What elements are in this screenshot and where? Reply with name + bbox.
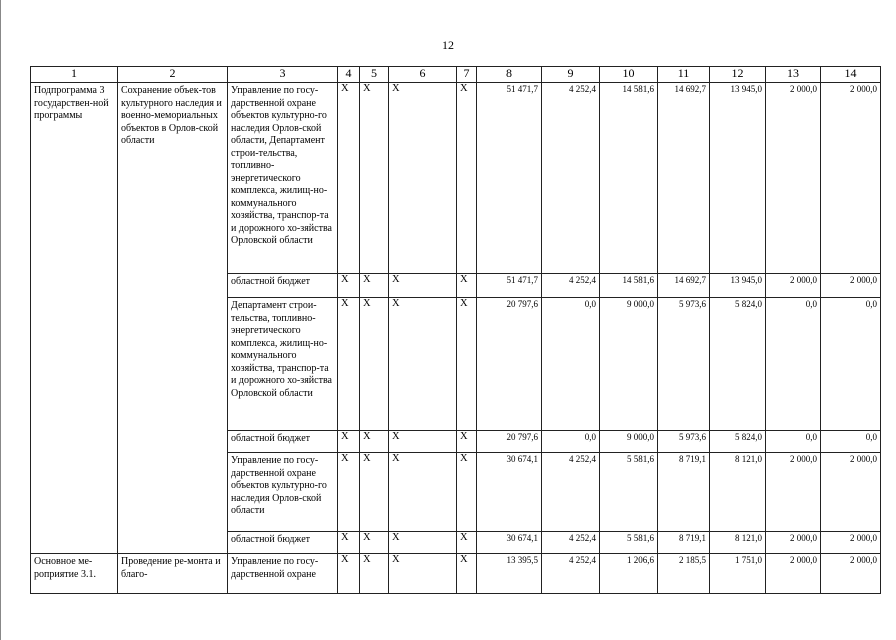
value-cell: 8 121,0 (710, 453, 766, 532)
value-cell: 0,0 (821, 298, 881, 431)
value-cell: 2 000,0 (766, 554, 821, 594)
value-cell: 0,0 (766, 431, 821, 453)
value-cell: 2 185,5 (658, 554, 710, 594)
value-cell: 8 719,1 (658, 453, 710, 532)
value-cell: 20 797,6 (477, 298, 542, 431)
x-cell: X (360, 298, 389, 431)
x-cell: X (389, 83, 457, 274)
value-cell: 4 252,4 (542, 453, 600, 532)
x-cell: X (457, 83, 477, 274)
value-cell: 2 000,0 (821, 274, 881, 298)
value-cell: 5 973,6 (658, 431, 710, 453)
value-cell: 8 719,1 (658, 532, 710, 554)
header-cell: 10 (600, 67, 658, 83)
value-cell: 2 000,0 (766, 274, 821, 298)
executor-cell: Департамент строи-тельства, топливно-энергетического комплекса, жилищ-но-коммунального хозяйства, транспор-та и дорожного хо-зяйства Орловской области (228, 298, 338, 431)
x-cell: X (360, 554, 389, 594)
executor-cell: Управление по госу-дарственной охране объектов культурно-го наследия Орлов-ской области, Департамент строи-тельства, топливно-энергетического комплекса, жилищ-но-коммунального хозяйства, транспор-та и дорожного хо-зяйства Орловской области (228, 83, 338, 274)
x-cell: X (457, 532, 477, 554)
x-cell: X (338, 431, 360, 453)
value-cell: 1 751,0 (710, 554, 766, 594)
value-cell: 2 000,0 (821, 83, 881, 274)
x-cell: X (338, 532, 360, 554)
value-cell: 30 674,1 (477, 532, 542, 554)
page-edge-line (0, 0, 1, 640)
x-cell: X (360, 274, 389, 298)
value-cell: 14 692,7 (658, 83, 710, 274)
executor-cell: областной бюджет (228, 274, 338, 298)
x-cell: X (360, 453, 389, 532)
value-cell: 5 581,6 (600, 453, 658, 532)
header-cell: 12 (710, 67, 766, 83)
table-row (31, 83, 881, 274)
page-number: 12 (442, 38, 454, 52)
subprogram-title-cell: Сохранение объек-тов культурного наследия и военно-мемориальных объектов в Орлов-ской области (118, 83, 228, 554)
executor-cell: Управление по госу-дарственной охране (228, 554, 338, 594)
value-cell: 51 471,7 (477, 83, 542, 274)
value-cell: 2 000,0 (766, 83, 821, 274)
value-cell: 4 252,4 (542, 532, 600, 554)
header-cell: 8 (477, 67, 542, 83)
value-cell: 14 692,7 (658, 274, 710, 298)
x-cell: X (389, 274, 457, 298)
header-cell: 5 (360, 67, 389, 83)
header-cell: 14 (821, 67, 881, 83)
value-cell: 0,0 (821, 431, 881, 453)
value-cell: 5 824,0 (710, 431, 766, 453)
table-row (31, 554, 881, 594)
value-cell: 51 471,7 (477, 274, 542, 298)
x-cell: X (360, 431, 389, 453)
value-cell: 4 252,4 (542, 274, 600, 298)
value-cell: 0,0 (542, 298, 600, 431)
value-cell: 30 674,1 (477, 453, 542, 532)
value-cell: 5 824,0 (710, 298, 766, 431)
x-cell: X (389, 532, 457, 554)
header-cell: 1 (31, 67, 118, 83)
value-cell: 4 252,4 (542, 83, 600, 274)
value-cell: 13 395,5 (477, 554, 542, 594)
header-cell: 13 (766, 67, 821, 83)
value-cell: 0,0 (766, 298, 821, 431)
header-cell: 4 (338, 67, 360, 83)
executor-cell: областной бюджет (228, 431, 338, 453)
header-cell: 7 (457, 67, 477, 83)
header-cell: 3 (228, 67, 338, 83)
x-cell: X (338, 274, 360, 298)
value-cell: 9 000,0 (600, 431, 658, 453)
x-cell: X (457, 431, 477, 453)
value-cell: 20 797,6 (477, 431, 542, 453)
value-cell: 5 581,6 (600, 532, 658, 554)
executor-cell: Управление по госу-дарственной охране объектов культурно-го наследия Орлов-ской области (228, 453, 338, 532)
x-cell: X (360, 83, 389, 274)
value-cell: 2 000,0 (766, 532, 821, 554)
main-event-title-cell: Проведение ре-монта и благо- (118, 554, 228, 594)
x-cell: X (389, 431, 457, 453)
value-cell: 2 000,0 (766, 453, 821, 532)
x-cell: X (360, 532, 389, 554)
x-cell: X (389, 554, 457, 594)
value-cell: 9 000,0 (600, 298, 658, 431)
x-cell: X (457, 453, 477, 532)
x-cell: X (338, 83, 360, 274)
subprogram-name-cell: Подпрограмма 3 государствен-ной программы (31, 83, 118, 554)
value-cell: 4 252,4 (542, 554, 600, 594)
header-cell: 9 (542, 67, 600, 83)
value-cell: 8 121,0 (710, 532, 766, 554)
value-cell: 2 000,0 (821, 532, 881, 554)
value-cell: 2 000,0 (821, 554, 881, 594)
value-cell: 0,0 (542, 431, 600, 453)
x-cell: X (338, 298, 360, 431)
x-cell: X (338, 453, 360, 532)
x-cell: X (457, 298, 477, 431)
header-cell: 6 (389, 67, 457, 83)
x-cell: X (389, 453, 457, 532)
value-cell: 14 581,6 (600, 83, 658, 274)
header-row (31, 67, 881, 83)
x-cell: X (457, 554, 477, 594)
x-cell: X (389, 298, 457, 431)
x-cell: X (338, 554, 360, 594)
value-cell: 1 206,6 (600, 554, 658, 594)
header-cell: 11 (658, 67, 710, 83)
value-cell: 13 945,0 (710, 274, 766, 298)
header-cell: 2 (118, 67, 228, 83)
executor-cell: областной бюджет (228, 532, 338, 554)
budget-table (30, 66, 881, 594)
value-cell: 2 000,0 (821, 453, 881, 532)
value-cell: 14 581,6 (600, 274, 658, 298)
main-event-name-cell: Основное ме-роприятие 3.1. (31, 554, 118, 594)
value-cell: 5 973,6 (658, 298, 710, 431)
value-cell: 13 945,0 (710, 83, 766, 274)
x-cell: X (457, 274, 477, 298)
